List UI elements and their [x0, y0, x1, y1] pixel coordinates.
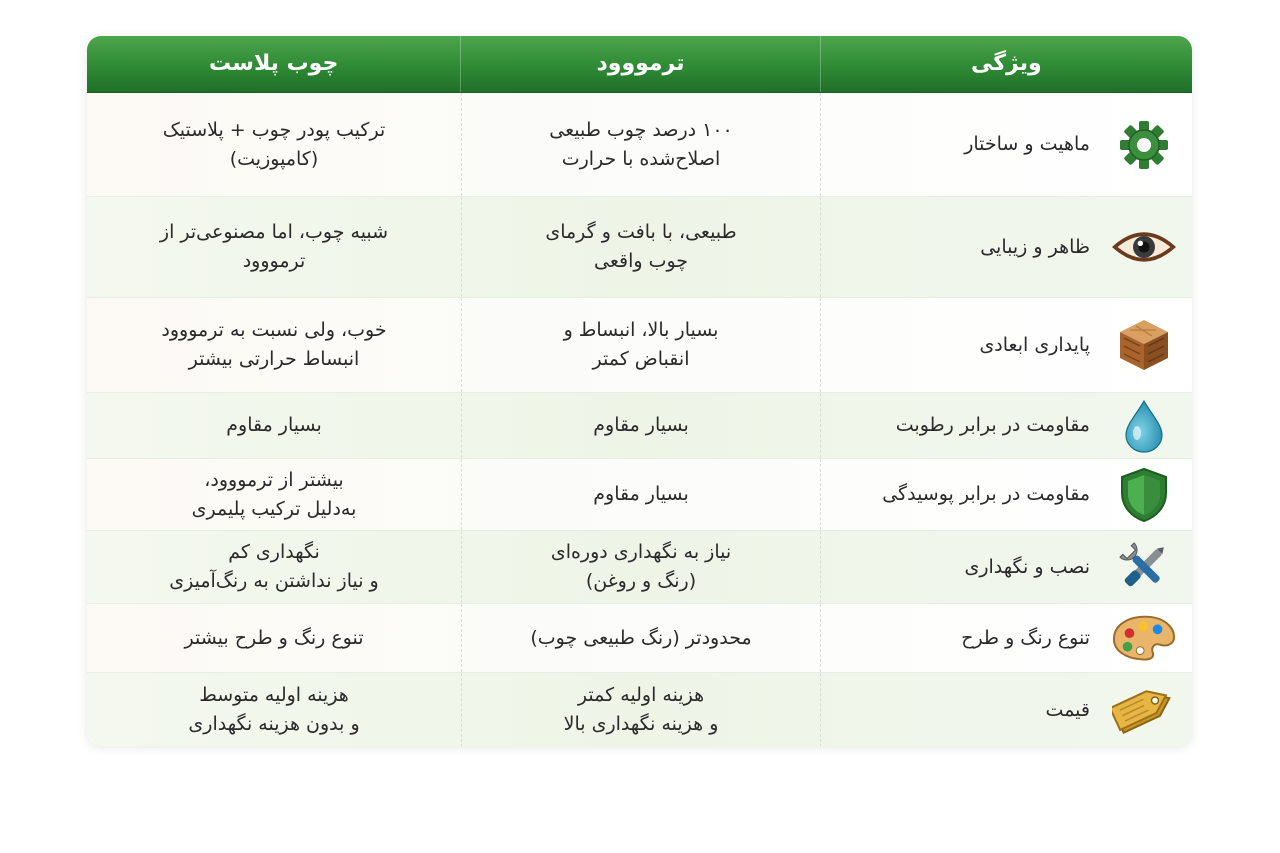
thermowood-cell: بسیار مقاوم: [461, 393, 820, 458]
wood-block-icon: [1112, 317, 1176, 373]
wpc-cell: بیشتر از ترمووود، به‌دلیل ترکیب پلیمری: [191, 468, 357, 520]
feature-label: مقاومت در برابر رطوبت: [895, 414, 1090, 436]
table-body: [87, 93, 1192, 746]
price-tag-icon: [1112, 682, 1176, 738]
palette-icon: [1112, 610, 1176, 666]
table-row: [87, 604, 1192, 673]
thermowood-cell: ۱۰۰ درصد چوب طبیعی اصلاح‌شده با حرارت: [461, 93, 820, 196]
table-row: [87, 673, 1192, 746]
feature-cell: [820, 197, 1192, 297]
table-row: [87, 93, 1192, 197]
thermowood-cell: هزینه اولیه کمتر و هزینه نگهداری بالا: [461, 673, 820, 746]
table-header: [87, 36, 1192, 93]
feature-label: ظاهر و زیبایی: [980, 235, 1090, 258]
wpc-cell: خوب، ولی نسبت به ترمووود انبساط حرارتی بیشتر: [161, 319, 387, 370]
shield-icon: [1112, 467, 1176, 523]
feature-label: نصب و نگهداری: [964, 555, 1090, 578]
table-row: [87, 531, 1192, 604]
header-thermowood: ترمووود: [460, 36, 819, 92]
feature-cell: [820, 459, 1192, 530]
comparison-table: [87, 36, 1192, 746]
feature-label: قیمت: [1045, 698, 1090, 721]
feature-cell: [820, 298, 1192, 392]
feature-label: ماهیت و ساختار: [964, 133, 1090, 155]
feature-label: تنوع رنگ و طرح: [961, 626, 1090, 649]
table-row: [87, 197, 1192, 298]
thermowood-cell: طبیعی، با بافت و گرمای چوب واقعی: [461, 197, 820, 297]
feature-label: پایداری ابعادی: [979, 333, 1090, 356]
wpc-cell: نگهداری کم و نیاز نداشتن به رنگ‌آمیزی: [169, 541, 379, 592]
wpc-cell: تنوع رنگ و طرح بیشتر: [184, 626, 364, 649]
table-row: [87, 459, 1192, 531]
feature-cell: [820, 531, 1192, 603]
feature-cell: [820, 673, 1192, 746]
table-row: [87, 393, 1192, 459]
table-row: [87, 298, 1192, 393]
water-drop-icon: [1112, 398, 1176, 454]
header-wpc: چوب پلاست: [209, 51, 339, 76]
wpc-cell: شبیه چوب، اما مصنوعی‌تر از ترمووود: [159, 221, 389, 272]
header-feature: ویژگی: [820, 36, 1192, 92]
tools-icon: [1112, 539, 1176, 595]
thermowood-cell: نیاز به نگهداری دوره‌ای (رنگ و روغن): [461, 531, 820, 603]
feature-cell: [820, 93, 1192, 196]
wpc-cell: بسیار مقاوم: [226, 414, 322, 436]
thermowood-cell: بسیار مقاوم: [461, 459, 820, 530]
feature-cell: [820, 604, 1192, 672]
wpc-cell: ترکیب پودر چوب + پلاستیک (کامپوزیت): [162, 118, 386, 170]
wpc-cell: هزینه اولیه متوسط و بدون هزینه نگهداری: [188, 684, 360, 735]
thermowood-cell: محدودتر (رنگ طبیعی چوب): [461, 604, 820, 672]
feature-label: مقاومت در برابر پوسیدگی: [882, 483, 1090, 505]
feature-cell: [820, 393, 1192, 458]
gear-icon: [1112, 117, 1176, 173]
eye-icon: [1112, 219, 1176, 275]
thermowood-cell: بسیار بالا، انبساط و انقباض کمتر: [461, 298, 820, 392]
